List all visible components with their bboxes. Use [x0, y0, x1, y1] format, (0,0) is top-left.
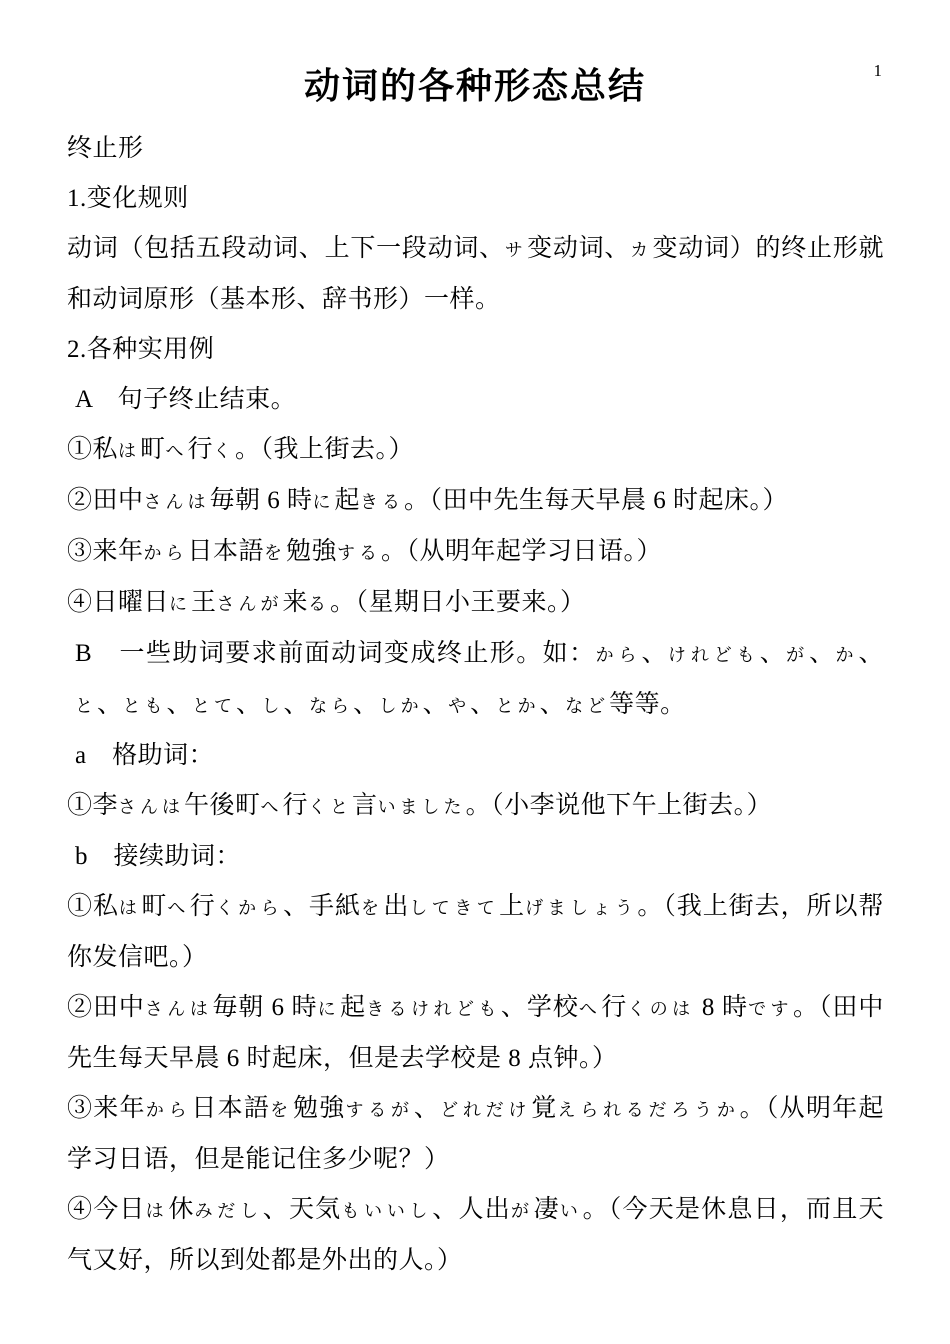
- paragraph: ②田中さんは毎朝 6 時に起きる。（田中先生每天早晨 6 时起床。）: [67, 487, 789, 514]
- paragraph: a 格助词：: [75, 742, 215, 769]
- kana-text: く: [213, 441, 236, 461]
- paragraph: 2.各种实用例: [67, 336, 215, 363]
- kana-text: から: [145, 1100, 192, 1120]
- kana-text: するが: [345, 1100, 414, 1120]
- kana-text: とか: [495, 696, 540, 716]
- kana-text: とて: [192, 696, 237, 716]
- kana-text: してきて: [409, 898, 500, 918]
- kana-text: しか: [378, 696, 423, 716]
- paragraph: ④日曜日に王さんが来る。（星期日小王要来。）: [67, 589, 586, 616]
- page-number: 1: [873, 61, 882, 80]
- paragraph: A 句子终止结束。: [75, 386, 297, 413]
- kana-text: さんは: [143, 492, 210, 512]
- kana-text: くのは: [627, 999, 695, 1019]
- kana-text: い: [559, 1201, 583, 1221]
- kana-text: に: [312, 492, 335, 512]
- kana-text: さんが: [216, 594, 283, 614]
- kana-text: する: [337, 543, 382, 563]
- paragraph: B 一些助词要求前面动词变成终止形。如：から、けれども、が、か、と、とも、とて、し、なら、しか、や、とか、など等等。: [75, 640, 885, 718]
- paragraph: ③来年から日本語を勉強するが、どれだけ覚えられるだろうか。（从明年起学习日语，但是能记住多少呢？）: [67, 1095, 884, 1173]
- kana-text: は: [118, 898, 142, 918]
- kana-text: さんは: [144, 999, 213, 1019]
- kana-text: へ: [165, 441, 188, 461]
- kana-text: げましょう: [525, 898, 638, 918]
- kana-text: を: [360, 898, 384, 918]
- paragraph: ①李さんは午後町へ行くと言いました。（小李说他下午上街去。）: [67, 792, 773, 819]
- paragraph: ③来年から日本語を勉強する。（从明年起学习日语。）: [67, 538, 663, 565]
- kana-text: もいいし: [341, 1201, 433, 1221]
- kana-text: は: [145, 1201, 169, 1221]
- kana-text: カ: [630, 240, 653, 260]
- kana-text: が: [786, 645, 810, 665]
- kana-text: サ: [504, 240, 528, 260]
- kana-text: など: [565, 696, 610, 716]
- kana-text: へ: [578, 999, 602, 1019]
- paragraph: ②田中さんは毎朝 6 時に起きるけれども、学校へ行くのは 8 時です。（田中先生每天早晨 6 时起床，但是去学校是 8 点钟。）: [67, 994, 884, 1072]
- kana-text: は: [118, 441, 141, 461]
- paragraph: 终止形: [67, 135, 144, 162]
- kana-text: を: [270, 1100, 293, 1120]
- document-title: 动词的各种形态总结: [303, 65, 646, 106]
- kana-text: と: [75, 696, 97, 716]
- kana-text: に: [317, 999, 341, 1019]
- kana-text: へ: [167, 898, 190, 918]
- paragraph: 1.变化规则: [67, 185, 189, 212]
- kana-text: や: [448, 696, 471, 716]
- kana-text: きる: [360, 492, 405, 512]
- kana-text: きるけれども: [366, 999, 501, 1019]
- kana-text: いました: [377, 797, 466, 817]
- paragraph: b 接续助词：: [75, 843, 242, 870]
- paragraph: ①私は町へ行く。（我上街去。）: [67, 436, 415, 463]
- kana-text: とも: [122, 696, 167, 716]
- kana-text: なら: [309, 696, 354, 716]
- paragraph: 动词（包括五段动词、上下一段动词、サ变动词、カ变动词）的终止形就和动词原形（基本形、辞书形）一样。: [67, 235, 884, 313]
- kana-text: る: [308, 594, 331, 614]
- kana-text: くから: [215, 898, 284, 918]
- kana-text: けれども: [667, 645, 760, 665]
- kana-text: し: [261, 696, 284, 716]
- kana-text: くと: [308, 797, 353, 817]
- kana-text: です: [748, 999, 793, 1019]
- kana-text: に: [169, 594, 192, 614]
- kana-text: を: [264, 543, 287, 563]
- kana-text: か: [835, 645, 859, 665]
- kana-text: が: [510, 1201, 534, 1221]
- kana-text: さんは: [118, 797, 185, 817]
- kana-text: から: [595, 645, 642, 665]
- paragraph: ①私は町へ行くから、手紙を出してきて上げましょう。（我上街去，所以帮你发信吧。）: [67, 893, 884, 971]
- kana-text: へ: [260, 797, 283, 817]
- kana-text: から: [143, 543, 188, 563]
- document-body: [0, 108, 950, 1286]
- kana-text: どれだけ: [440, 1100, 532, 1120]
- kana-text: みだし: [194, 1201, 263, 1221]
- paragraph: ④今日は休みだし、天気もいいし、人出が凄い。（今天是休息日，而且天气又好，所以到处都是外出的人。）: [67, 1196, 884, 1274]
- kana-text: えられるだろうか: [557, 1100, 740, 1120]
